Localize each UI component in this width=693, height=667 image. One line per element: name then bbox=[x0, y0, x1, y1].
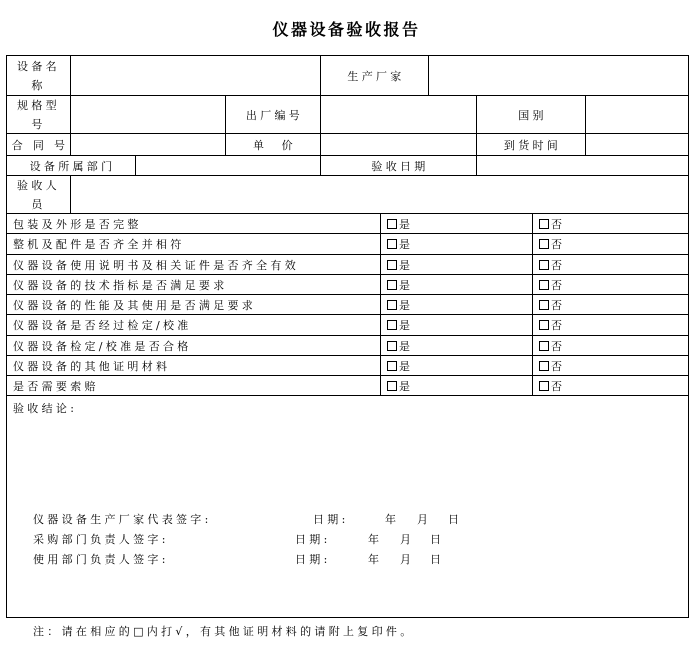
yes-option[interactable] bbox=[380, 294, 533, 315]
yes-option[interactable] bbox=[380, 233, 533, 255]
no-label: 否 bbox=[551, 319, 566, 332]
arrival-time-label: 到货时间 bbox=[476, 133, 586, 156]
device-name-label-cell bbox=[6, 55, 71, 96]
no-option[interactable] bbox=[532, 355, 689, 376]
conclusion-box[interactable] bbox=[6, 395, 689, 618]
no-label: 否 bbox=[551, 217, 566, 231]
no-option[interactable] bbox=[532, 314, 689, 336]
month-label: 月 bbox=[400, 553, 415, 566]
no-checkbox[interactable] bbox=[539, 320, 549, 330]
arrival-time-field[interactable] bbox=[585, 133, 689, 156]
device-name-label: 设备名称 bbox=[17, 59, 60, 92]
yes-label: 是 bbox=[399, 238, 414, 251]
checklist-item-label: 整机及配件是否齐全并相符 bbox=[6, 233, 381, 255]
no-label: 否 bbox=[551, 339, 566, 353]
country-field[interactable] bbox=[585, 95, 689, 134]
no-option[interactable] bbox=[532, 335, 689, 356]
checklist-item-label: 仪器设备的技术指标是否满足要求 bbox=[6, 274, 381, 295]
checklist-item-label: 仪器设备是否经过检定/校准 bbox=[6, 314, 381, 336]
yes-option[interactable] bbox=[380, 375, 533, 396]
yes-checkbox[interactable] bbox=[387, 320, 397, 330]
yes-option[interactable] bbox=[380, 335, 533, 356]
no-option[interactable] bbox=[532, 274, 689, 295]
serial-no-label: 出厂编号 bbox=[225, 95, 321, 134]
unit-price-field[interactable] bbox=[320, 133, 477, 156]
inspector-field[interactable] bbox=[70, 175, 689, 214]
no-checkbox[interactable] bbox=[539, 300, 549, 310]
yes-label: 是 bbox=[399, 298, 414, 312]
checklist-row bbox=[6, 294, 689, 315]
signature-row-manufacturer bbox=[7, 513, 688, 527]
no-checkbox[interactable] bbox=[539, 381, 549, 391]
device-name-field[interactable] bbox=[70, 55, 321, 96]
date-label: 日期: bbox=[295, 553, 331, 566]
inspector-label-cell bbox=[6, 175, 71, 214]
row-model bbox=[6, 95, 689, 134]
yes-label: 是 bbox=[399, 278, 414, 292]
date-label: 日期: bbox=[313, 513, 349, 526]
day-label: 日 bbox=[448, 513, 463, 526]
no-label: 否 bbox=[551, 278, 566, 292]
yes-label: 是 bbox=[399, 258, 414, 272]
yes-checkbox[interactable] bbox=[387, 381, 397, 391]
yes-checkbox[interactable] bbox=[387, 300, 397, 310]
checklist-item-label: 仪器设备检定/校准是否合格 bbox=[6, 335, 381, 356]
checklist-row bbox=[6, 254, 689, 275]
yes-label: 是 bbox=[399, 359, 414, 373]
no-label: 否 bbox=[551, 379, 566, 393]
no-checkbox[interactable] bbox=[539, 361, 549, 371]
month-label: 月 bbox=[400, 533, 415, 546]
no-checkbox[interactable] bbox=[539, 239, 549, 249]
no-checkbox[interactable] bbox=[539, 280, 549, 290]
no-label: 否 bbox=[551, 298, 566, 312]
yes-label: 是 bbox=[399, 217, 414, 231]
manufacturer-field[interactable] bbox=[428, 55, 689, 96]
year-label: 年 bbox=[368, 553, 383, 566]
yes-checkbox[interactable] bbox=[387, 260, 397, 270]
manufacturer-label: 生产厂家 bbox=[320, 55, 429, 96]
report-title: 仪器设备验收报告 bbox=[272, 20, 421, 39]
no-label: 否 bbox=[551, 258, 566, 272]
yes-option[interactable] bbox=[380, 274, 533, 295]
model-field[interactable] bbox=[70, 95, 226, 134]
contract-no-label: 合 同 号 bbox=[6, 133, 71, 156]
acceptance-date-label: 验收日期 bbox=[320, 155, 477, 176]
yes-label: 是 bbox=[399, 379, 414, 393]
checklist-item-label: 仪器设备的其他证明材料 bbox=[6, 355, 381, 376]
yes-checkbox[interactable] bbox=[387, 341, 397, 351]
serial-no-field[interactable] bbox=[320, 95, 477, 134]
signature-label: 使用部门负责人签字: bbox=[33, 553, 169, 566]
department-label: 设备所属部门 bbox=[6, 155, 136, 176]
acceptance-date-field[interactable] bbox=[476, 155, 689, 176]
checklist-row bbox=[6, 233, 689, 255]
signature-row-purchasing bbox=[7, 533, 688, 547]
checklist-row bbox=[6, 213, 689, 234]
yes-option[interactable] bbox=[380, 355, 533, 376]
unit-price-label: 单 价 bbox=[225, 133, 321, 156]
yes-option[interactable] bbox=[380, 314, 533, 336]
model-label-cell bbox=[6, 95, 71, 134]
checklist-item-label: 仪器设备使用说明书及相关证件是否齐全有效 bbox=[6, 254, 381, 275]
no-label: 否 bbox=[551, 238, 566, 251]
year-label: 年 bbox=[368, 533, 383, 546]
no-checkbox[interactable] bbox=[539, 219, 549, 229]
conclusion-label: 验收结论: bbox=[13, 402, 78, 415]
row-inspector bbox=[6, 175, 689, 214]
day-label: 日 bbox=[430, 533, 445, 546]
checklist-row bbox=[6, 335, 689, 356]
model-label: 规格型号 bbox=[17, 98, 60, 131]
yes-checkbox[interactable] bbox=[387, 239, 397, 249]
footnote: 注：请在相应的□内打√，有其他证明材料的请附上复印件。 bbox=[33, 625, 415, 638]
checklist-row bbox=[6, 274, 689, 295]
row-device-name bbox=[6, 55, 689, 96]
signature-label: 仪器设备生产厂家代表签字: bbox=[33, 513, 212, 526]
date-label: 日期: bbox=[295, 533, 331, 546]
checklist-row bbox=[6, 375, 689, 396]
row-department bbox=[6, 155, 689, 176]
signature-row-user-dept bbox=[7, 553, 688, 567]
no-option[interactable] bbox=[532, 254, 689, 275]
no-label: 否 bbox=[551, 359, 566, 373]
no-checkbox[interactable] bbox=[539, 341, 549, 351]
no-option[interactable] bbox=[532, 233, 689, 255]
no-option[interactable] bbox=[532, 294, 689, 315]
no-checkbox[interactable] bbox=[539, 260, 549, 270]
day-label: 日 bbox=[430, 553, 445, 566]
yes-label: 是 bbox=[399, 319, 414, 332]
no-option[interactable] bbox=[532, 375, 689, 396]
checklist-item-label: 是否需要索赔 bbox=[6, 375, 381, 396]
contract-no-field[interactable] bbox=[70, 133, 226, 156]
signature-label: 采购部门负责人签字: bbox=[33, 533, 169, 546]
checklist-item-label: 包装及外形是否完整 bbox=[6, 213, 381, 234]
inspector-label: 验收人员 bbox=[17, 178, 60, 211]
row-contract bbox=[6, 133, 689, 156]
yes-checkbox[interactable] bbox=[387, 361, 397, 371]
checklist-row bbox=[6, 355, 689, 376]
yes-label: 是 bbox=[399, 339, 414, 353]
yes-checkbox[interactable] bbox=[387, 280, 397, 290]
department-field[interactable] bbox=[135, 155, 321, 176]
yes-checkbox[interactable] bbox=[387, 219, 397, 229]
country-label: 国别 bbox=[476, 95, 586, 134]
no-option[interactable] bbox=[532, 213, 689, 234]
month-label: 月 bbox=[417, 513, 432, 526]
checklist-row bbox=[6, 314, 689, 336]
yes-option[interactable] bbox=[380, 213, 533, 234]
yes-option[interactable] bbox=[380, 254, 533, 275]
conclusion-section bbox=[6, 395, 689, 618]
year-label: 年 bbox=[385, 513, 400, 526]
checklist-item-label: 仪器设备的性能及其使用是否满足要求 bbox=[6, 294, 381, 315]
